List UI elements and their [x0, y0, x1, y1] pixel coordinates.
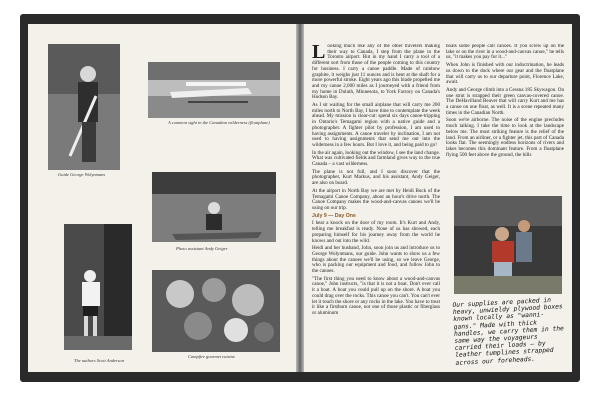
caption-assistant: Photo assistant Andy Geiger	[176, 246, 228, 251]
article-paragraph: In the air again, looking out the window, I see the land change. What was cultivated fields and farmland gives way to the true Canada – a vast wilderness.	[312, 149, 440, 168]
handwritten-note: Our supplies are packed in heavy, unwieldy plywood boxes known locally as "wanni-gans." Made with thick handles, we carry them in the same way the voyageurs carried their loads – by leather tumplines strapped across our foreheads.	[452, 296, 565, 367]
book-gutter	[296, 24, 304, 372]
book-spread	[20, 14, 580, 382]
article-paragraph: At the airport in North Bay we are met by Heidi Buck of the Temagami Canoe Company, about an hour's drive north. The Canoe Company makes the wood-and-canvas canoes we'll be using on our trip.	[312, 187, 440, 211]
photo-campfire	[152, 270, 280, 352]
article-paragraph: "The first thing you need to know about a wood-and-canvas canoe," John instructs, "is that it is not a boat. Don't ever call it a boat. A boat you could pull up on the shore. A boat you could drag over the rocks. This canoe you can't. You can't ever let it touch the shore or any rocks in the lake. You have to treat it like a firstburn canoe, not one of those plastic or fiberglass or aluminum	[312, 275, 440, 316]
photo-guide	[48, 44, 120, 170]
photo-portage	[454, 196, 562, 294]
caption-guide: Guide George Wolynmans	[58, 172, 106, 177]
section-heading: July 9 — Day One	[312, 212, 356, 219]
caption-floatplane: A common sight in the Canadian wilderness (floatplane)	[168, 120, 270, 125]
drop-cap: L	[312, 44, 326, 63]
caption-campfire: Campfire gourmet cuisine	[188, 354, 235, 359]
caption-author: The authors Scott Anderson	[74, 358, 125, 363]
article-paragraph: boats some people call canoes. If you screw up on the lake or on the river in a wood-and-canvas canoe," he tells us, "it makes you pay for it..."	[446, 44, 564, 61]
article-column-1	[312, 44, 440, 370]
photo-floatplane	[148, 62, 280, 118]
article-paragraph: ooking much like any of the other travelers making their way to Canada, I step from the plane in the Toronto airport. But in my hand I carry a tool of a different sort from those of the people coming to this country for business. I carry a canoe paddle. Made of rainbow graphite, it weighs just 11 ounces and is bent at the shaft for a more powerful stroke. Eight years ago this blade propelled me and my canoe 2,000 miles as I journeyed with a friend from my home in Duluth, Minnesota, to York Factory on Canada's Hudson Bay.	[312, 44, 440, 101]
article-paragraph: Andy and George climb into a Cessna 185 Skywagon. On one strut is strapped their green canvas-covered canoe. The DeHavilland Beaver that will carry Kurt and me has a canoe on one float, as well. It is a scene repeated many times in the Canadian North.	[446, 86, 564, 116]
left-page	[28, 24, 296, 372]
right-page	[304, 24, 572, 372]
article-paragraph: The plane is not full, and I soon discover that the photographer, Kurt Markus, and his assistant, Andy Geiger, are also on board.	[312, 168, 440, 187]
photo-assistant	[152, 172, 276, 242]
article-paragraph: I hear a knock on the door of my room. It's Kurt and Andy, telling me breakfast is ready. None of us has showed, each preparing himself for his journey away from the world he knows and out into the wild.	[312, 220, 440, 244]
photo-author	[64, 224, 132, 350]
article-paragraph: As I sit waiting for the small airplane that will carry me 200 miles north to North Bay, I have time to contemplate the week ahead. My mission is clear-cut: spend six days canoe-tripping in Ontario's Temagami region with a native guide and a photographer. A fighter pilot by profession, I am used to having assignments. A canoe traveler by inclination, I am not used to having assignments that send me out into the wilderness in a few hours. But I love it, and being paid to go!	[312, 102, 440, 148]
article-column-2	[446, 44, 564, 194]
article-paragraph: When John is finished with our indoctrination, he leads us down to the dock where our gear and the floatplane that will carry us to our departure point, Florence Lake, await.	[446, 62, 564, 86]
article-paragraph: Soon we're airborne. The noise of the engine precludes much talking. I take the time to look at the landscape below me. The most striking feature is the relief of the land. From an airliner, or a fighter jet, this part of Canada looks flat. The seemingly endless horizons of rivers and lakes becomes this dominant feature. From a floatplane flying 500 feet above the ground, the hills	[446, 117, 564, 158]
article-paragraph: Heidi and her husband, John, soon join us and introduce us to George Wolynmans, our guide. John wants to show us a few things about the canoes we'll be using, so we leave George, who is packing our equipment and food, and follow John to the canoes.	[312, 245, 440, 275]
